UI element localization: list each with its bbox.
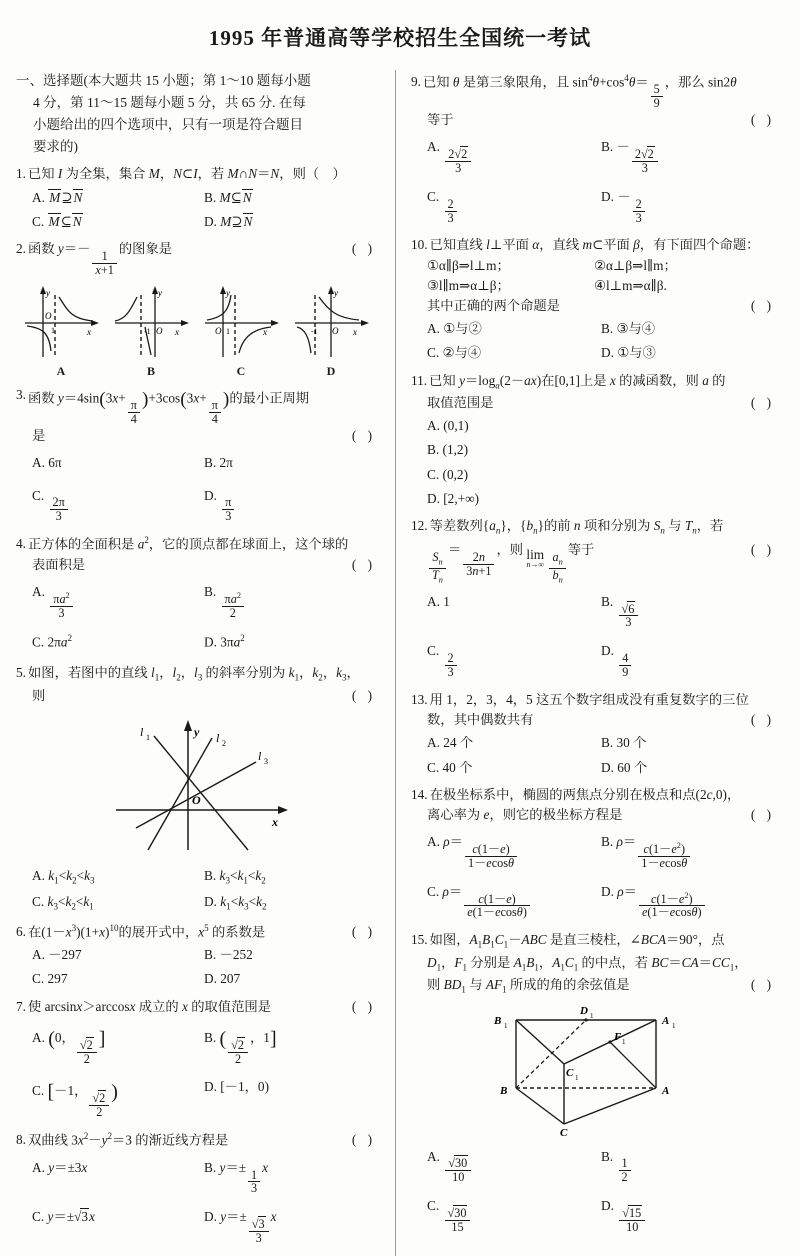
question-11-number: 11.: [411, 372, 428, 388]
section-instructions: [16, 70, 376, 157]
option-13-C[interactable]: C. 40 个: [427, 759, 473, 775]
question-9: [411, 72, 775, 230]
option-10-B[interactable]: B. ③与④: [601, 321, 656, 337]
option-6-D[interactable]: D. 207: [204, 971, 241, 987]
svg-text:1: 1: [574, 1073, 578, 1082]
option-11-D[interactable]: D. [2,+∞): [427, 490, 480, 506]
graph-label-D: D: [326, 363, 336, 378]
option-15-D[interactable]: D. $\frac{√15}{10}$: [601, 1190, 775, 1240]
question-8-stem: 双曲线 $3x^2-y^2=3$ 的渐近线方程是 ( ): [28, 1130, 376, 1151]
question-7-number: 7.: [16, 998, 26, 1014]
option-14-A[interactable]: A. ρ＝ $\frac{c(1-e)}{1-ecos\theta}$: [427, 826, 601, 876]
question-4: [16, 534, 376, 658]
question-11-stem: 已知 $y=\log_a(2-ax)$在[0,1]上是 x 的减函数，则 a 的: [429, 372, 726, 391]
question-6: [16, 922, 376, 992]
question-14-options: [411, 826, 775, 925]
option-4-B[interactable]: B. $\frac{\pi a^2}{2}$: [204, 576, 376, 626]
svg-text:A: A: [661, 1084, 669, 1097]
proposition-1: ①α∥β⇒l⊥m；: [427, 257, 510, 273]
question-7-stem: 使 arcsinx＞arccosx 成立的 x 的取值范围是 ( ): [28, 997, 376, 1017]
svg-text:y: y: [226, 287, 230, 298]
question-5-stem: 如图，若图中的直线 $l_1$，$l_2$，$l_3$ 的斜率分别为 $k_1$，$k_2$，$k_3$，: [27, 665, 360, 683]
question-8-answer-bracket: ( ): [351, 1132, 376, 1148]
svg-text:y: y: [158, 287, 162, 298]
option-5-D[interactable]: D. $k_1<k_3<k_2$: [204, 894, 267, 912]
option-6-A[interactable]: A. －297: [32, 947, 82, 963]
question-9-stem-cont: 等于 ( ): [411, 110, 775, 130]
svg-text:-1: -1: [144, 326, 151, 336]
question-6-number: 6.: [16, 923, 26, 939]
question-3-stem: 函数 y＝4sin(3x+ $\frac{\pi}{4}$ )+3cos(3x+ $\frac{\pi}{4}$ )的最小正周期: [27, 388, 310, 427]
option-6-B[interactable]: B. －252: [204, 947, 253, 963]
svg-text:1: 1: [146, 732, 150, 742]
svg-text:D: D: [579, 1004, 588, 1017]
question-3-options: [16, 447, 376, 529]
question-10-answer-bracket: ( ): [750, 298, 775, 314]
question-15-answer-bracket: ( ): [750, 977, 775, 993]
instructions-line-4: 要求的): [33, 138, 78, 154]
question-8-options: [16, 1152, 376, 1251]
option-9-A[interactable]: A. $\frac{2√2}{3}$: [427, 131, 601, 181]
option-5-A[interactable]: A. $k_1<k_2<k_3$: [32, 867, 95, 886]
svg-text:x: x: [353, 326, 357, 337]
question-9-number: 9.: [411, 74, 421, 89]
option-15-B[interactable]: B. $\frac{1}{2}$: [601, 1141, 775, 1191]
option-4-A[interactable]: A. $\frac{\pi a^2}{3}$: [32, 576, 204, 626]
option-9-B[interactable]: B. － $\frac{2√2}{3}$: [601, 131, 775, 181]
instructions-line-3: 小题给出的四个选项中，只有一项是符合题目: [33, 116, 303, 132]
question-8-number: 8.: [16, 1132, 26, 1148]
question-10-number: 10.: [411, 237, 428, 253]
option-8-D[interactable]: D. y＝± $\frac{√3}{3}$ x: [204, 1209, 277, 1246]
svg-text:x: x: [272, 814, 278, 829]
svg-text:l: l: [140, 724, 144, 739]
question-15-stem-cont-2: 则 $BD_1$ 与 $AF_1$ 所成的角的余弦值是 ( ): [427, 977, 775, 995]
instructions-line-2: 4 分，第 11～15 题每小题 5 分，共 65 分. 在每: [33, 94, 306, 110]
question-2-number: 2.: [16, 241, 26, 257]
question-2-stem: 函数 y＝－ $\frac{1}{x+1}$ 的图象是 ( ): [27, 241, 376, 277]
question-12: [411, 516, 775, 685]
option-1-C[interactable]: C. M⊆N: [32, 213, 82, 229]
svg-text:A: A: [661, 1014, 669, 1027]
svg-text:F: F: [613, 1030, 621, 1043]
question-15-number: 15.: [411, 932, 428, 948]
question-15-stem: 如图，$A_1B_1C_1-ABC$ 是直三棱柱，∠BCA＝90°，点: [429, 932, 725, 950]
option-11-A[interactable]: A. (0,1): [427, 418, 469, 434]
question-12-answer-bracket: ( ): [750, 542, 775, 558]
svg-text:y: y: [46, 287, 50, 298]
question-5-options: [16, 864, 376, 917]
question-15-options: [411, 1141, 775, 1240]
option-11-C[interactable]: C. (0,2): [427, 466, 468, 482]
question-14-number: 14.: [411, 786, 428, 802]
option-14-C[interactable]: C. ρ＝ $\frac{c(1-e)}{e(1-ecos\theta)}$: [427, 876, 601, 926]
svg-text:1: 1: [503, 1021, 507, 1030]
option-12-C[interactable]: C. $\frac{2}{3}$: [427, 635, 601, 685]
option-8-A[interactable]: A. y＝±3x: [32, 1159, 88, 1175]
question-7-options: [16, 1018, 376, 1125]
question-5-answer-bracket: ( ): [351, 687, 376, 703]
question-2-graph-set: [16, 283, 376, 380]
svg-text:O: O: [332, 325, 339, 336]
option-15-C[interactable]: C. $\frac{√30}{15}$: [427, 1190, 601, 1240]
option-1-A[interactable]: A. M⊇N: [32, 189, 83, 205]
page-title: 1995 年普通高等学校招生全国统一考试: [208, 26, 592, 50]
question-10-options: [411, 317, 775, 365]
option-12-A[interactable]: A. 1: [427, 593, 450, 609]
question-14: [411, 785, 775, 926]
question-10-stem: 已知直线 l⊥平面 α，直线 m⊂平面 β，有下面四个命题：: [429, 237, 760, 253]
question-2-answer-bracket: ( ): [351, 241, 376, 257]
graph-option-C: [201, 283, 281, 380]
triangular-prism-diagram: [486, 1002, 701, 1137]
svg-text:y: y: [194, 724, 200, 739]
option-14-B[interactable]: B. ρ＝ $\frac{c(1-e^2)}{1-ecos\theta}$: [601, 826, 775, 876]
question-14-stem: 在极坐标系中，椭圆的两焦点分别在极点和点(2c,0)，: [429, 786, 741, 802]
option-12-D[interactable]: D. $\frac{4}{9}$: [601, 635, 775, 685]
question-4-answer-bracket: ( ): [351, 556, 376, 572]
question-14-answer-bracket: ( ): [750, 806, 775, 822]
option-7-A[interactable]: A. (0， $\frac{√2}{2}$ ]: [32, 1027, 106, 1066]
question-12-stem: 等差数列$\{a_n\}$，$\{b_n\}$的前 n 项和分别为 $S_n$ 与 $T_n$，若: [429, 518, 724, 536]
proposition-4: ④l⊥m⇒α∥β.: [594, 277, 667, 293]
graph-label-B: B: [146, 363, 155, 378]
question-13-options: [411, 731, 775, 779]
option-7-C[interactable]: C. [－1， $\frac{√2}{2}$ ): [32, 1081, 118, 1120]
svg-text:1: 1: [621, 1037, 625, 1046]
question-13-stem-cont: 数，其中偶数共有 ( ): [411, 710, 775, 730]
question-2: [16, 239, 376, 380]
svg-text:3: 3: [264, 756, 268, 766]
hyperbola-graph-B: [111, 283, 191, 361]
question-11-answer-bracket: ( ): [750, 395, 775, 411]
question-12-number: 12.: [411, 518, 428, 534]
question-3-number: 3.: [16, 386, 26, 402]
option-7-D[interactable]: D. [－1，0): [204, 1079, 269, 1095]
question-6-options: [16, 943, 376, 991]
option-7-B[interactable]: B. ( $\frac{√2}{2}$ ，1]: [204, 1027, 277, 1066]
option-15-A[interactable]: A. $\frac{√30}{10}$: [427, 1141, 601, 1191]
option-3-D[interactable]: D. $\frac{\pi}{3}$: [204, 480, 376, 530]
question-3-answer-bracket: ( ): [351, 428, 376, 444]
option-5-C[interactable]: C. $k_3<k_2<k_1$: [32, 894, 94, 912]
hyperbola-graph-C: [201, 283, 281, 361]
question-12-formula: $\frac{S_n}{T_n}$ ＝ $\frac{2n}{3n+1}$ ，则 lim n→∞ $\frac{a_n}{b_n}$ 等于 ( ): [411, 540, 775, 584]
question-1-number: 1.: [16, 166, 26, 182]
option-12-B[interactable]: B. $\frac{√6}{3}$: [601, 586, 775, 636]
svg-text:2: 2: [222, 738, 226, 748]
question-11-options: [411, 414, 775, 511]
option-14-D[interactable]: D. ρ＝ $\frac{c(1-e^2)}{e(1-ecos\theta)}$: [601, 876, 775, 926]
svg-text:x: x: [263, 326, 267, 337]
question-3-stem-cont: 是 ( ): [16, 426, 376, 446]
svg-text:O: O: [45, 310, 52, 321]
svg-text:C: C: [559, 1126, 567, 1137]
question-15-stem-cont-1: $D_1$，$F_1$ 分别是 $A_1B_1$，$A_1C_1$ 的中点，若 $BC=CA=CC_1$，: [427, 954, 748, 973]
option-8-C[interactable]: C. y＝±√3x: [32, 1209, 95, 1225]
option-13-B[interactable]: B. 30 个: [601, 735, 647, 751]
option-1-D[interactable]: D. M⊇N: [204, 213, 253, 229]
question-5-number: 5.: [16, 665, 26, 681]
graph-option-D: [291, 283, 371, 380]
option-1-B[interactable]: B. M⊆N: [204, 189, 252, 205]
right-column: [405, 70, 775, 1245]
svg-text:x: x: [87, 326, 91, 337]
instructions-line-1: 一、选择题(本大题共 15 小题；第 1～10 题每小题: [16, 73, 311, 88]
graph-label-C: C: [236, 363, 246, 378]
question-10-propositions: [411, 256, 775, 296]
option-13-D[interactable]: D. 60 个: [601, 759, 648, 775]
option-4-C[interactable]: C. $2\pi a^2$: [32, 632, 73, 649]
option-9-D[interactable]: D. － $\frac{2}{3}$: [601, 181, 775, 231]
question-1-options: [16, 186, 376, 234]
svg-text:O: O: [215, 325, 222, 336]
question-11: [411, 371, 775, 511]
question-4-number: 4.: [16, 536, 26, 552]
option-10-D[interactable]: D. ①与③: [601, 345, 656, 361]
question-13-number: 13.: [411, 691, 428, 707]
question-5: [16, 663, 376, 916]
question-14-stem-cont: 离心率为 e，则它的极坐标方程是 ( ): [411, 805, 775, 825]
option-3-C[interactable]: C. $\frac{2\pi}{3}$: [32, 480, 204, 530]
option-10-C[interactable]: C. ②与④: [427, 345, 482, 361]
three-lines-graph: [96, 710, 296, 860]
svg-text:B: B: [493, 1014, 501, 1027]
svg-text:y: y: [334, 287, 338, 298]
question-12-options: [411, 586, 775, 685]
question-4-stem-cont: 表面积是 ( ): [16, 555, 376, 575]
question-11-stem-cont: 取值范围是 ( ): [411, 393, 775, 413]
question-9-answer-bracket: ( ): [750, 112, 775, 128]
question-6-answer-bracket: ( ): [351, 923, 376, 939]
question-7-answer-bracket: ( ): [351, 998, 376, 1014]
option-3-A[interactable]: A. 6π: [32, 455, 62, 471]
question-10-substem: 其中正确的两个命题是 ( ): [411, 296, 775, 316]
question-9-options: [411, 131, 775, 230]
svg-text:1: 1: [51, 325, 55, 335]
question-15-figure: [411, 1002, 775, 1137]
question-5-figure: [16, 710, 376, 860]
option-9-C[interactable]: C. $\frac{2}{3}$: [427, 181, 601, 231]
option-6-C[interactable]: C. 297: [32, 971, 68, 987]
svg-text:1: 1: [671, 1021, 675, 1030]
column-divider: [395, 70, 396, 1256]
option-10-A[interactable]: A. ①与②: [427, 321, 482, 337]
question-4-options: [16, 576, 376, 658]
svg-text:-1: -1: [311, 326, 318, 336]
option-11-B[interactable]: B. (1,2): [427, 442, 468, 458]
option-8-B[interactable]: B. y＝± $\frac{1}{3}$ x: [204, 1159, 269, 1196]
question-13-answer-bracket: ( ): [750, 712, 775, 728]
svg-text:B: B: [499, 1084, 507, 1097]
question-5-stem-cont: 则 ( ): [16, 686, 376, 706]
question-10: [411, 235, 775, 365]
hyperbola-graph-D: [291, 283, 371, 361]
svg-text:O: O: [192, 792, 201, 807]
option-5-B[interactable]: B. $k_3<k_1<k_2$: [204, 867, 266, 886]
question-7: [16, 997, 376, 1125]
svg-text:x: x: [175, 326, 179, 337]
graph-option-B: [111, 283, 191, 380]
option-13-A[interactable]: A. 24 个: [427, 735, 474, 751]
svg-text:O: O: [156, 325, 163, 336]
proposition-2: ②α⊥β⇒l∥m；: [594, 257, 677, 273]
question-15: [411, 930, 775, 1239]
left-column: [16, 70, 386, 1256]
question-3: [16, 385, 376, 529]
option-3-B[interactable]: B. 2π: [204, 455, 233, 471]
question-13-stem: 用 1，2，3，4，5 这五个数字组成没有重复数字的三位: [429, 691, 749, 707]
graph-label-A: A: [56, 363, 66, 378]
question-8: [16, 1130, 376, 1251]
svg-text:C: C: [565, 1066, 573, 1079]
question-4-stem: 正方体的全面积是 $a^2$，它的顶点都在球面上，这个球的: [27, 535, 349, 552]
graph-option-A: [21, 283, 101, 380]
question-1-stem: 已知 I 为全集，集合 M，N⊂I，若 M∩N＝N，则（ ）: [27, 166, 346, 182]
question-6-stem: 在$(1-x^3)(1+x)^{10}$的展开式中，$x^5$ 的系数是 ( ): [28, 922, 376, 943]
option-4-D[interactable]: D. $3\pi a^2$: [204, 632, 245, 649]
hyperbola-graph-A: [21, 283, 101, 361]
svg-text:1: 1: [226, 326, 230, 336]
svg-text:1: 1: [589, 1011, 593, 1020]
svg-text:l: l: [258, 748, 262, 763]
svg-text:l: l: [216, 730, 220, 745]
two-column-layout: [16, 70, 784, 1256]
proposition-3: ③l∥m⇒α⊥β；: [427, 277, 510, 293]
question-13: [411, 690, 775, 780]
question-1: [16, 164, 376, 234]
question-9-stem: 已知 θ 是第三象限角，且 $\sin^4\theta+\cos^4\theta=$ $\frac{5}{9}$ ，那么 sin2θ: [422, 73, 737, 111]
